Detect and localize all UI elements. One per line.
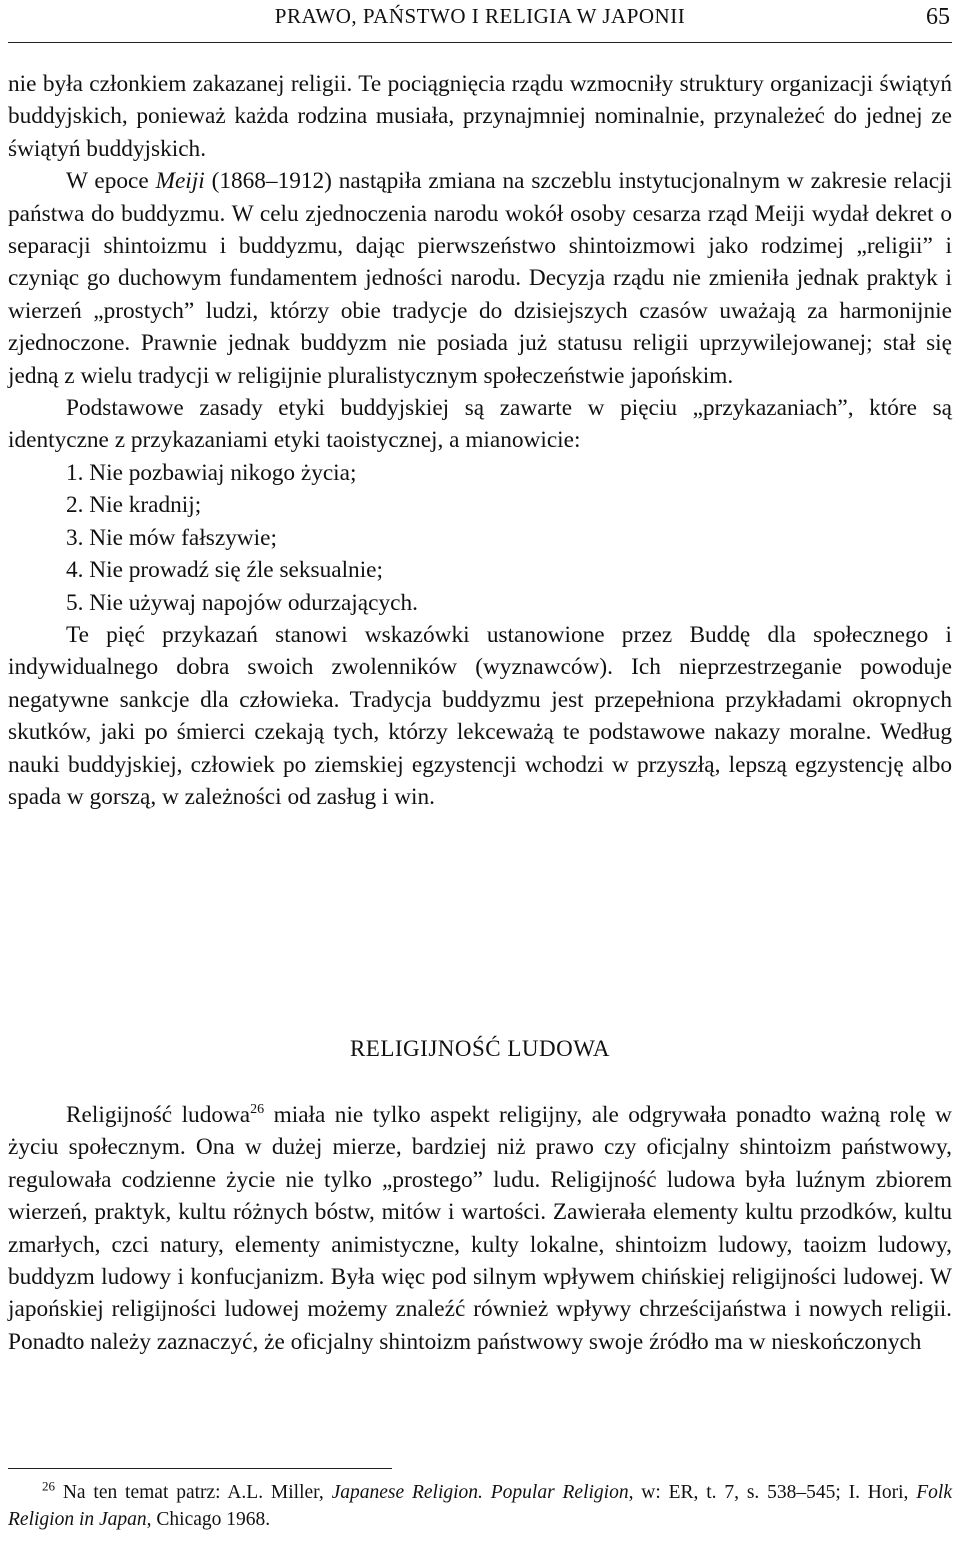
paragraph: Te pięć przykazań stanowi wskazówki ustanowione przez Buddę dla społecznego i indywidualnego dobra swoich zwolenników (wyznawców). Ich nieprzestrzeganie powoduje negatywne sankcje dla człowieka. Tradycja buddyzmu jest przepełniona przykładami okropnych skutków, jaki po śmierci czekają tych, którzy lekceważą te podstawowe nakazy moralne. Według nauki buddyjskiej, człowiek po ziemskiej egzystencji wchodzi w przyszłą, lepszą egzystencję albo spada w gorszą, w zależności od zasług i win. bbox=[8, 621, 952, 810]
paragraph: nie była członkiem zakazanej religii. Te pociągnięcia rządu wzmocniły struktury organizacji świątyń buddyjskich, ponieważ każda rodzina musiała, przynajmniej nominalnie, przynależeć do jednej ze świątyń buddyjskich. bbox=[8, 71, 952, 162]
italic-term: Meiji bbox=[155, 168, 205, 195]
footnote-text: $^{26}$ Na ten temat patrz: A.L. Miller, Japanese Religion. Popular Religion, w: ER, t. 7, s. 538–545; I. Hori, Folk Religion in Japan, Chicago 1968. bbox=[8, 1478, 952, 1530]
footnote-reference[interactable]: 26 bbox=[250, 1102, 265, 1118]
list-item: 2. Nie kradnij; bbox=[66, 492, 202, 519]
footnote-divider bbox=[8, 1468, 392, 1469]
main-text bbox=[8, 68, 952, 813]
running-title: PRAWO, PAŃSTWO I RELIGIA W JAPONII bbox=[274, 4, 686, 28]
section-heading: RELIGIJNOŚĆ LUDOWA bbox=[349, 1036, 611, 1061]
footnote bbox=[8, 1479, 952, 1533]
paragraph: Podstawowe zasady etyki buddyjskiej są zawarte w pięciu „przykazaniach”, które są identyczne z przykazaniami etyki taoistycznej, a mianowicie: bbox=[8, 395, 952, 454]
footnote-number: 26 bbox=[42, 1478, 55, 1494]
running-header bbox=[8, 0, 952, 43]
page-number: 65 bbox=[926, 4, 950, 30]
list-item: 4. Nie prowadź się źle seksualnie; bbox=[66, 557, 383, 584]
paragraph: Religijność ludowa$^{26}$ miała nie tylko aspekt religijny, ale odgrywała ponadto ważną rolę w życiu społecznym. Ona w dużej mierze, bardziej niż prawo czy oficjalny shintoizm państwowy, regulowała codzienne życie nie tylko „prostego” ludu. Religijność ludowa była luźnym zbiorem wierzeń, praktyk, kultu różnych bóstw, mitów i wartości. Zawierała elementy kultu przodków, kultu zmarłych, czci natury, elementy animistyczne, kulty lokalne, shintoizm ludowy, taoizm ludowy, buddyzm ludowy i konfucjanizm. Była więc pod silnym wpływem chińskiej religijności ludowej. W japońskiej religijności ludowej możemy znaleźć również wpływy chrześcijaństwa i nowych religii. Ponadto należy zaznaczyć, że oficjalny shintoizm państwowy swoje źródło ma w nieskończonych bbox=[8, 1102, 952, 1355]
list-item: 1. Nie pozbawiaj nikogo życia; bbox=[66, 459, 357, 486]
section-text bbox=[8, 1099, 952, 1358]
paragraph: W epoce Meiji (1868–1912) nastąpiła zmiana na szczeblu instytucjonalnym w zakresie relacji państwa do buddyzmu. W celu zjednoczenia narodu wokół osoby cesarza rząd Meiji wydał dekret o separacji shintoizmu i buddyzmu, dając pierwszeństwo shintoizmowi jako rodzimej „religii” i czyniąc go duchowym fundamentem jedności narodu. Decyzja rządu nie zmieniła jednak praktyk i wierzeń „prostych” ludzi, którzy obie tradycje do dzisiejszych czasów uważają za harmonijnie zjednoczone. Prawnie jednak buddyzm nie posiada już statusu religii uprzywilejowanej; stał się jedną z wielu tradycji w religijnie pluralistycznym społeczeństwie japońskim. bbox=[8, 168, 952, 389]
list-item: 5. Nie używaj napojów odurzających. bbox=[66, 589, 418, 616]
precepts-list bbox=[8, 457, 952, 619]
list-item: 3. Nie mów fałszywie; bbox=[66, 524, 277, 551]
